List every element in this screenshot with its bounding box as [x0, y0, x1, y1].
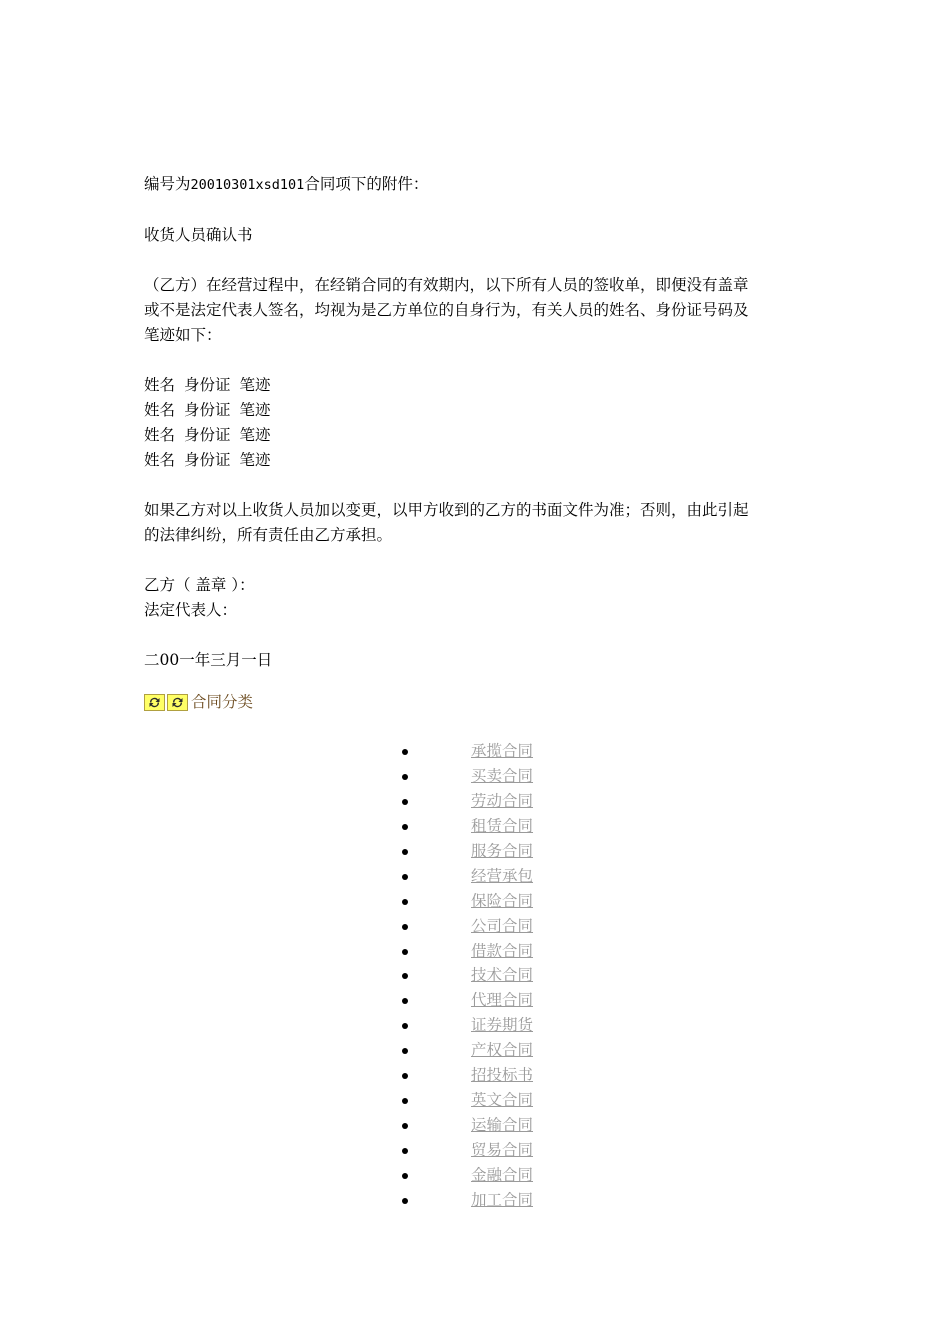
category-link[interactable]: 运输合同 — [471, 1116, 534, 1135]
intro-line: （乙方）在经营过程中，在经销合同的有效期内，以下所有人员的签收单，即便没有盖章 — [144, 276, 749, 294]
bullet-icon — [402, 949, 408, 955]
personnel-row — [144, 373, 804, 398]
personnel-row — [144, 398, 804, 423]
category-link[interactable]: 买卖合同 — [471, 766, 534, 785]
list-item — [400, 1038, 533, 1063]
category-link[interactable]: 加工合同 — [471, 1190, 534, 1209]
list-item — [400, 1063, 533, 1088]
name-label: 姓名 — [144, 451, 176, 469]
bullet-icon — [402, 1048, 408, 1054]
id-label: 身份证 — [184, 426, 231, 444]
category-link[interactable]: 贸易合同 — [471, 1141, 534, 1159]
bullet-icon — [402, 874, 408, 880]
change-paragraph — [144, 498, 804, 548]
category-link[interactable]: 产权合同 — [471, 1041, 534, 1060]
heading-suffix: 合同项下的附件： — [304, 175, 429, 193]
list-item — [400, 889, 533, 914]
list-item — [400, 739, 533, 764]
category-link[interactable]: 借款合同 — [471, 941, 534, 960]
list-item — [400, 1013, 533, 1038]
category-link[interactable]: 经营承包 — [471, 866, 534, 885]
heading-prefix: 编号为 — [144, 175, 191, 193]
category-link[interactable]: 英文合同 — [471, 1091, 534, 1110]
bullet-icon — [402, 799, 408, 805]
category-heading-label: 合同分类 — [191, 693, 254, 711]
category-link[interactable]: 招投标书 — [471, 1066, 534, 1085]
category-link[interactable]: 金融合同 — [471, 1165, 534, 1184]
bullet-icon — [402, 849, 408, 855]
list-item — [400, 864, 533, 889]
contract-number: 20010301xsd101 — [190, 177, 305, 193]
category-link[interactable]: 证券期货 — [471, 1016, 534, 1035]
bullet-icon — [402, 1023, 408, 1029]
category-link[interactable]: 租赁合同 — [471, 816, 534, 835]
signature-label: 笔迹 — [239, 451, 271, 469]
list-item — [400, 1113, 533, 1138]
intro-line: 或不是法定代表人签名，均视为是乙方单位的自身行为，有关人员的姓名、身份证号码及 — [144, 301, 749, 319]
personnel-row — [144, 448, 804, 473]
id-label: 身份证 — [184, 401, 231, 419]
bullet-icon — [402, 973, 408, 979]
bullet-icon — [402, 1148, 408, 1154]
name-label: 姓名 — [144, 376, 176, 394]
bullet-icon — [402, 1098, 408, 1104]
signature-label: 笔迹 — [239, 426, 271, 444]
id-label: 身份证 — [184, 451, 231, 469]
bullet-icon — [402, 1173, 408, 1179]
list-item — [400, 764, 533, 789]
name-label: 姓名 — [144, 426, 176, 444]
bullet-icon — [402, 774, 408, 780]
personnel-rows — [144, 373, 804, 473]
change-line: 的法律纠纷，所有责任由乙方承担。 — [144, 526, 393, 544]
list-item — [400, 1163, 533, 1188]
bullet-icon — [402, 924, 408, 930]
personnel-row — [144, 423, 804, 448]
party-b-seal: 乙方（ 盖章 ）： — [144, 576, 255, 594]
category-link[interactable]: 劳动合同 — [471, 791, 534, 810]
name-label: 姓名 — [144, 401, 176, 419]
category-link[interactable]: 保险合同 — [471, 891, 534, 910]
list-item — [400, 988, 533, 1013]
category-heading — [144, 691, 253, 713]
list-item — [400, 814, 533, 839]
category-link[interactable]: 代理合同 — [471, 991, 534, 1010]
refresh-icon — [167, 694, 188, 711]
document-title: 收货人员确认书 — [144, 226, 253, 244]
intro-paragraph — [144, 273, 804, 348]
id-label: 身份证 — [184, 376, 231, 394]
document-date: 二00一年三月一日 — [144, 651, 273, 669]
bullet-icon — [402, 998, 408, 1004]
list-item — [400, 1138, 533, 1163]
document-body — [144, 172, 804, 673]
list-item — [400, 839, 533, 864]
category-link[interactable]: 服务合同 — [471, 841, 534, 860]
change-line: 如果乙方对以上收货人员加以变更，以甲方收到的乙方的书面文件为准；否则，由此引起 — [144, 501, 749, 519]
category-link[interactable]: 公司合同 — [471, 916, 534, 935]
intro-line: 笔迹如下： — [144, 326, 222, 344]
attachment-heading — [144, 172, 804, 198]
signature-label: 笔迹 — [239, 401, 271, 419]
bullet-icon — [402, 1073, 408, 1079]
category-link[interactable]: 承揽合同 — [471, 742, 534, 760]
list-item — [400, 939, 533, 964]
list-item — [400, 1188, 533, 1213]
bullet-icon — [402, 749, 408, 755]
category-list — [400, 739, 533, 1213]
legal-representative: 法定代表人： — [144, 601, 238, 619]
list-item — [400, 789, 533, 814]
category-link[interactable]: 技术合同 — [471, 966, 534, 985]
signature-block — [144, 573, 804, 623]
bullet-icon — [402, 899, 408, 905]
bullet-icon — [402, 1123, 408, 1129]
list-item — [400, 914, 533, 939]
refresh-icon — [144, 694, 165, 711]
bullet-icon — [402, 824, 408, 830]
list-item — [400, 963, 533, 988]
list-item — [400, 1088, 533, 1113]
bullet-icon — [402, 1198, 408, 1204]
signature-label: 笔迹 — [239, 376, 271, 394]
